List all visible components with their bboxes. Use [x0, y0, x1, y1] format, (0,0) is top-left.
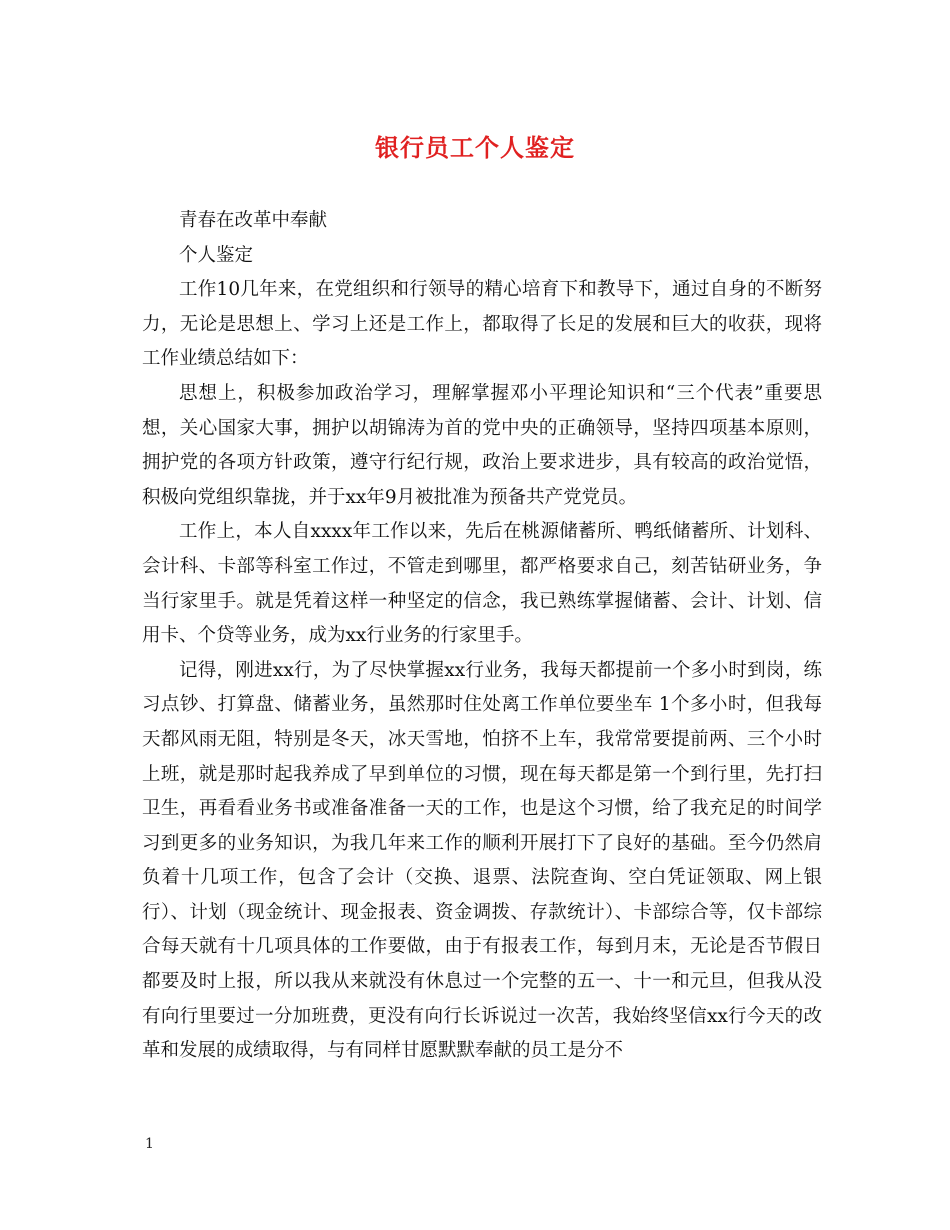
- paragraph-subtitle: 青春在改革中奉献: [179, 210, 328, 231]
- document-title: 银行员工个人鉴定: [375, 133, 575, 162]
- paragraph-thought: 思想上，积极参加政治学习，理解掌握邓小平理论知识和“三个代表”重要思想，关心国家大事，拥护以胡锦涛为首的党中央的正确领导，坚持四项基本原则，拥护党的各项方针政策，遵守行纪行规，政治上要求进步，具有较高的政治觉悟，积极向党组织靠拢，并于xx年9月被批准为预备共产党党员。: [142, 382, 822, 508]
- document-body: [142, 204, 822, 1069]
- paragraph-memory: 记得，刚进xx行，为了尽快掌握xx行业务，我每天都提前一个多小时到岗，练习点钞、打算盘、储蓄业务，虽然那时住处离工作单位要坐车 1个多小时，但我每天都风雨无阻，特别是冬天，冰天雪地，怕挤不上车，我常常要提前两、三个小时上班，就是那时起我养成了早到单位的习惯，现在每天都是第一个到行里，先打扫卫生，再看看业务书或准备准备一天的工作，也是这个习惯，给了我充足的时间学习到更多的业务知识，为我几年来工作的顺利开展打下了良好的基础。至今仍然肩负着十几项工作，包含了会计（交换、退票、法院查询、空白凭证领取、网上银行）、计划（现金统计、现金报表、资金调拨、存款统计）、卡部综合等，仅卡部综合每天就有十几项具体的工作要做，由于有报表工作，每到月末，无论是否节假日都要及时上报，所以我从来就没有休息过一个完整的五一、十一和元旦，但我从没有向行里要过一分加班费，更没有向行长诉说过一次苦，我始终坚信xx行今天的改革和发展的成绩取得，与有同样甘愿默默奉献的员工是分不: [142, 659, 822, 1062]
- page-number: 1: [145, 1136, 154, 1152]
- paragraph-heading: 个人鉴定: [179, 244, 254, 266]
- paragraph-intro: 工作10几年来，在党组织和行领导的精心培育下和教导下，通过自身的不断努力，无论是思想上、学习上还是工作上，都取得了长足的发展和巨大的收获，现将工作业绩总结如下：: [142, 279, 822, 370]
- paragraph-work: 工作上，本人自xxxx年工作以来，先后在桃源储蓄所、鸭纸储蓄所、计划科、会计科、卡部等科室工作过，不管走到哪里，都严格要求自己，刻苦钻研业务，争当行家里手。就是凭着这样一种坚定的信念，我已熟练掌握储蓄、会计、计划、信用卡、个贷等业务，成为xx行业务的行家里手。: [142, 521, 822, 647]
